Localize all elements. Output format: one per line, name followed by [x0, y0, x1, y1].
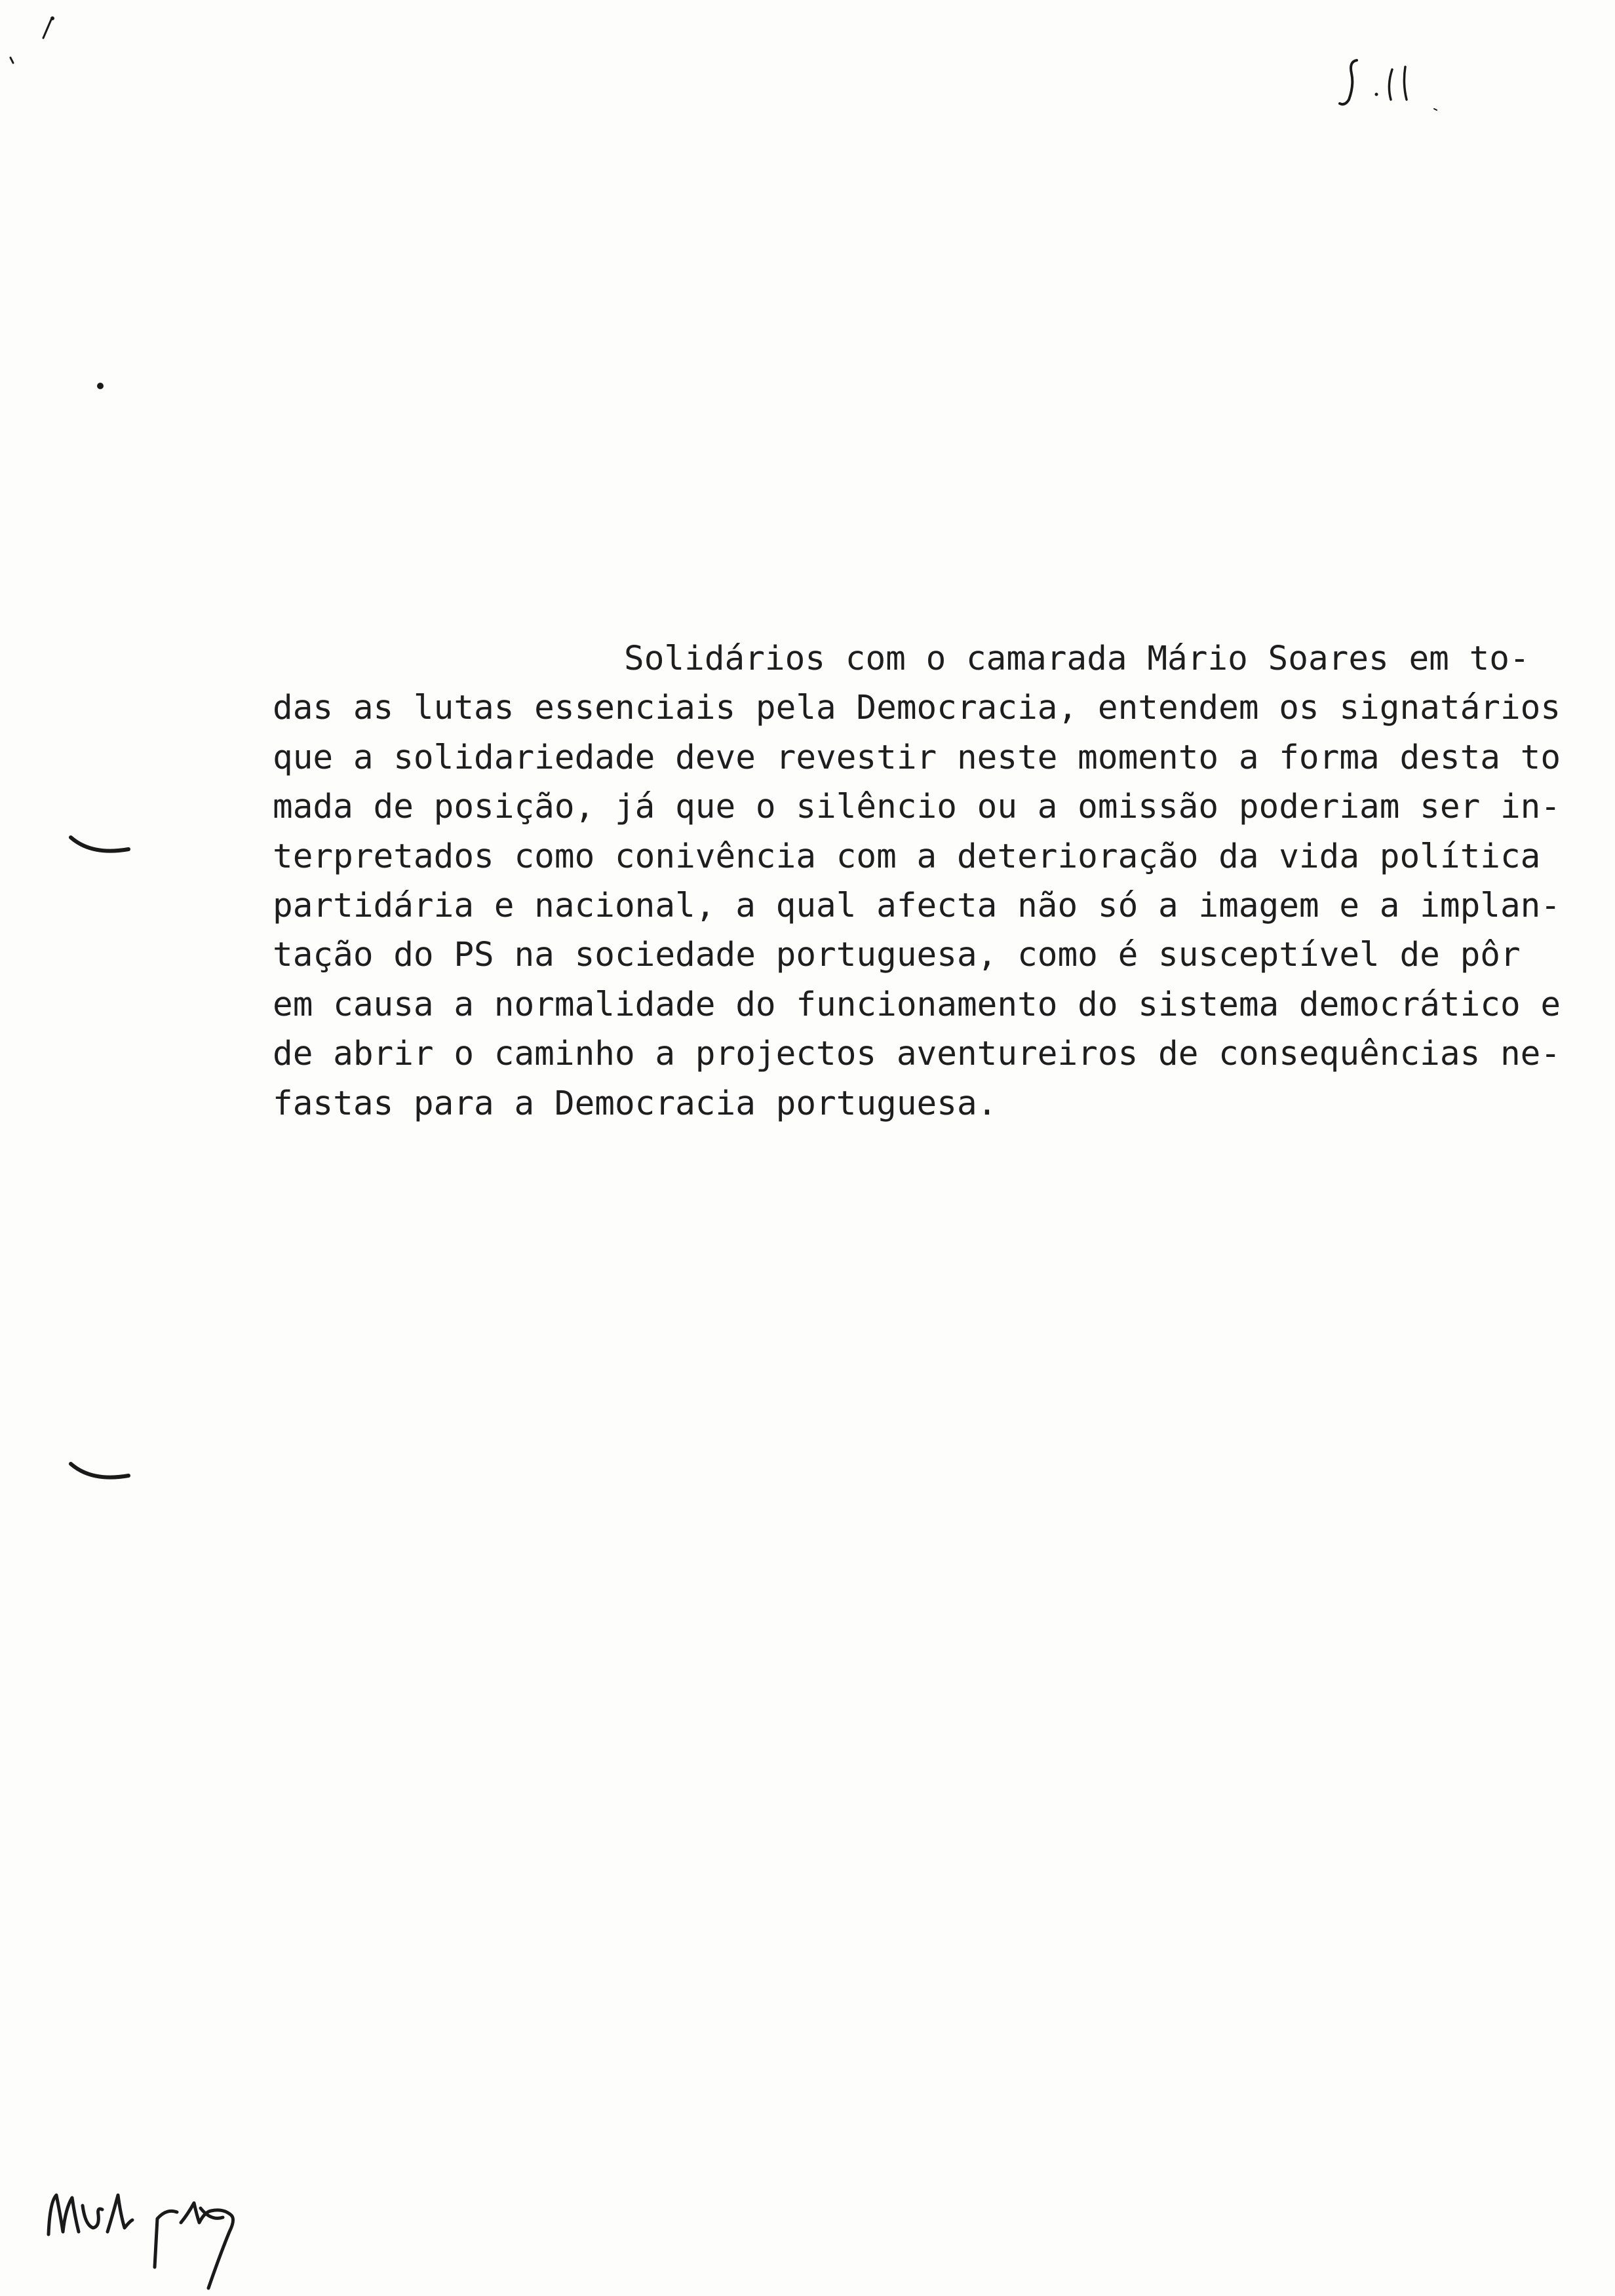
- handwritten-initials: [39, 2169, 256, 2293]
- paragraph-line: de abrir o caminho a projectos aventureiros de consequências ne-: [273, 1035, 1561, 1074]
- paragraph-line: tação do PS na sociedade portuguesa, como é susceptível de pôr: [273, 936, 1521, 975]
- paragraph-line: partidária e nacional, a qual afecta não só a imagem e a implan-: [273, 887, 1561, 926]
- handwritten-page-number: [1337, 54, 1455, 113]
- margin-dot: [96, 381, 105, 391]
- scan-mark-top-left: [4, 12, 63, 64]
- body-paragraph: [273, 634, 1561, 1128]
- paragraph-line: fastas para a Democracia portuguesa.: [273, 1084, 998, 1123]
- paragraph-line: Solidários com o camarada Mário Soares em to-: [624, 640, 1530, 678]
- paragraph-line: que a solidariedade deve revestir neste momento a forma desta to: [273, 738, 1561, 777]
- paragraph-line: mada de posição, já que o silêncio ou a omissão poderiam ser in-: [273, 788, 1561, 827]
- punch-mark-lower: [66, 1459, 138, 1491]
- paragraph-line: das as lutas essenciais pela Democracia, entendem os signatários: [273, 689, 1561, 728]
- paragraph-line: terpretados como conivência com a deterioração da vida política: [273, 837, 1541, 876]
- paragraph-line: em causa a normalidade do funcionamento do sistema democrático e: [273, 985, 1561, 1024]
- punch-mark-upper: [66, 832, 138, 865]
